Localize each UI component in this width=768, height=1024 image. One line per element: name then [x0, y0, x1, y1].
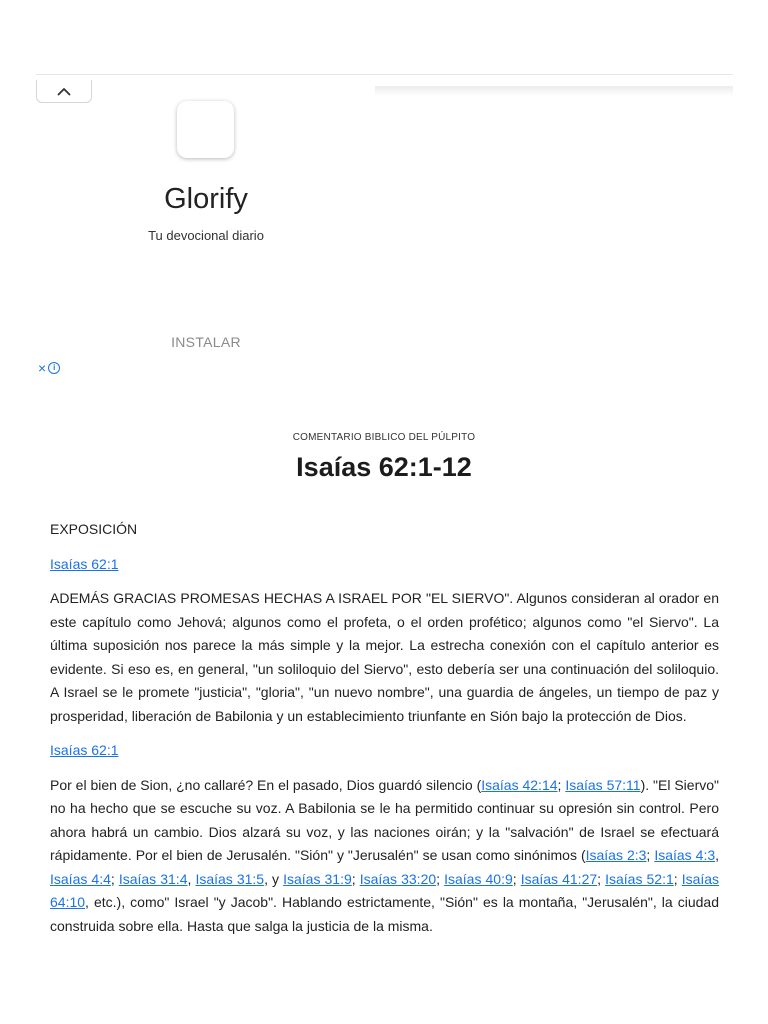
- ad-choices[interactable]: [38, 361, 60, 375]
- chevron-up-icon: [57, 87, 71, 96]
- verse-link[interactable]: Isaías 42:14: [481, 776, 558, 793]
- separator: ;: [110, 870, 119, 887]
- verse-link[interactable]: Isaías 52:1: [605, 870, 674, 887]
- reference-paragraph: [50, 739, 719, 763]
- separator: ,: [187, 870, 196, 887]
- separator: ;: [673, 870, 682, 887]
- app-tagline: Tu devocional diario: [148, 228, 264, 243]
- verse-link[interactable]: Isaías 64:10: [50, 870, 720, 910]
- separator: ;: [557, 776, 566, 793]
- verse-link[interactable]: Isaías 4:4: [50, 870, 111, 887]
- verse-link[interactable]: Isaías 62:1: [50, 555, 119, 572]
- collapse-ad-button[interactable]: [36, 80, 92, 103]
- app-name[interactable]: Glorify: [164, 183, 248, 215]
- ad-divider: [36, 74, 733, 75]
- verse-link[interactable]: Isaías 33:20: [359, 870, 437, 887]
- install-button[interactable]: INSTALAR: [171, 334, 241, 350]
- close-icon[interactable]: ×: [38, 360, 47, 376]
- verse-link[interactable]: Isaías 31:9: [283, 870, 352, 887]
- app-icon[interactable]: [177, 101, 234, 158]
- separator: ;: [512, 870, 521, 887]
- verse-link[interactable]: Isaías 31:5: [195, 870, 265, 887]
- ad-shadow: [375, 86, 733, 96]
- paragraph-text: ). "El Siervo" no ha hecho que se escuche su voz. A Babilonia se le ha permitido continuar su opresión sin control. Pero ahora habrá un cambio. Dios alzará su voz, y las naciones oirán; y la "salvación" de Israel se efectuará rápidamente. Por el bien de Jerusalén. "Sión" y "Jerusalén" se usan como sinónimos (: [50, 776, 719, 863]
- verse-link[interactable]: Isaías 41:27: [520, 870, 598, 887]
- article-kicker: COMENTARIO BIBLICO DEL PÚLPITO: [292, 432, 476, 443]
- verse-link[interactable]: Isaías 57:11: [565, 776, 641, 793]
- page-title: Isaías 62:1-12: [296, 452, 472, 482]
- separator: , y: [264, 870, 284, 887]
- separator: ;: [351, 870, 360, 887]
- commentary-paragraph: [50, 774, 719, 939]
- verse-link[interactable]: Isaías 31:4: [118, 870, 188, 887]
- verse-link[interactable]: Isaías 2:3: [585, 847, 647, 863]
- article-body: [50, 518, 719, 949]
- separator: ;: [436, 870, 445, 887]
- paragraph-text: , etc.), como" Israel "y Jacob". Hablando estrictamente, "Sión" es la montaña, "Jerusalén", la ciudad construida sobre ella. Hasta que salga la justicia de la misma.: [50, 894, 719, 934]
- reference-paragraph: [50, 553, 719, 577]
- verse-link[interactable]: Isaías 62:1: [50, 742, 119, 758]
- separator: ,: [715, 847, 720, 863]
- verse-link[interactable]: Isaías 4:3: [654, 847, 716, 863]
- exposition-paragraph: ADEMÁS GRACIAS PROMESAS HECHAS A ISRAEL POR "EL SIERVO". Algunos consideran al orador en este capítulo como Jehová; algunos como el profeta, o el orden profético; algunos como "el Siervo". La última suposición nos parece la más simple y la mejor. La estrecha conexión con el capítulo anterior es evidente. Si eso es, en general, "un soliloquio del Siervo", esto debería ser una continuación del soliloquio. A Israel se le promete "justicia", "gloria", "un nuevo nombre", una guardia de ángeles, un tiempo de paz y prosperidad, liberación de Babilonia y un establecimiento triunfante en Sión bajo la protección de Dios.: [50, 590, 719, 724]
- separator: ;: [597, 870, 606, 887]
- verse-link[interactable]: Isaías 40:9: [444, 870, 513, 887]
- info-icon[interactable]: i: [48, 362, 60, 374]
- separator: ;: [646, 847, 655, 863]
- paragraph-text: Por el bien de Sion, ¿no callaré? En el pasado, Dios guardó silencio (: [50, 776, 482, 793]
- section-heading: EXPOSICIÓN: [50, 521, 138, 537]
